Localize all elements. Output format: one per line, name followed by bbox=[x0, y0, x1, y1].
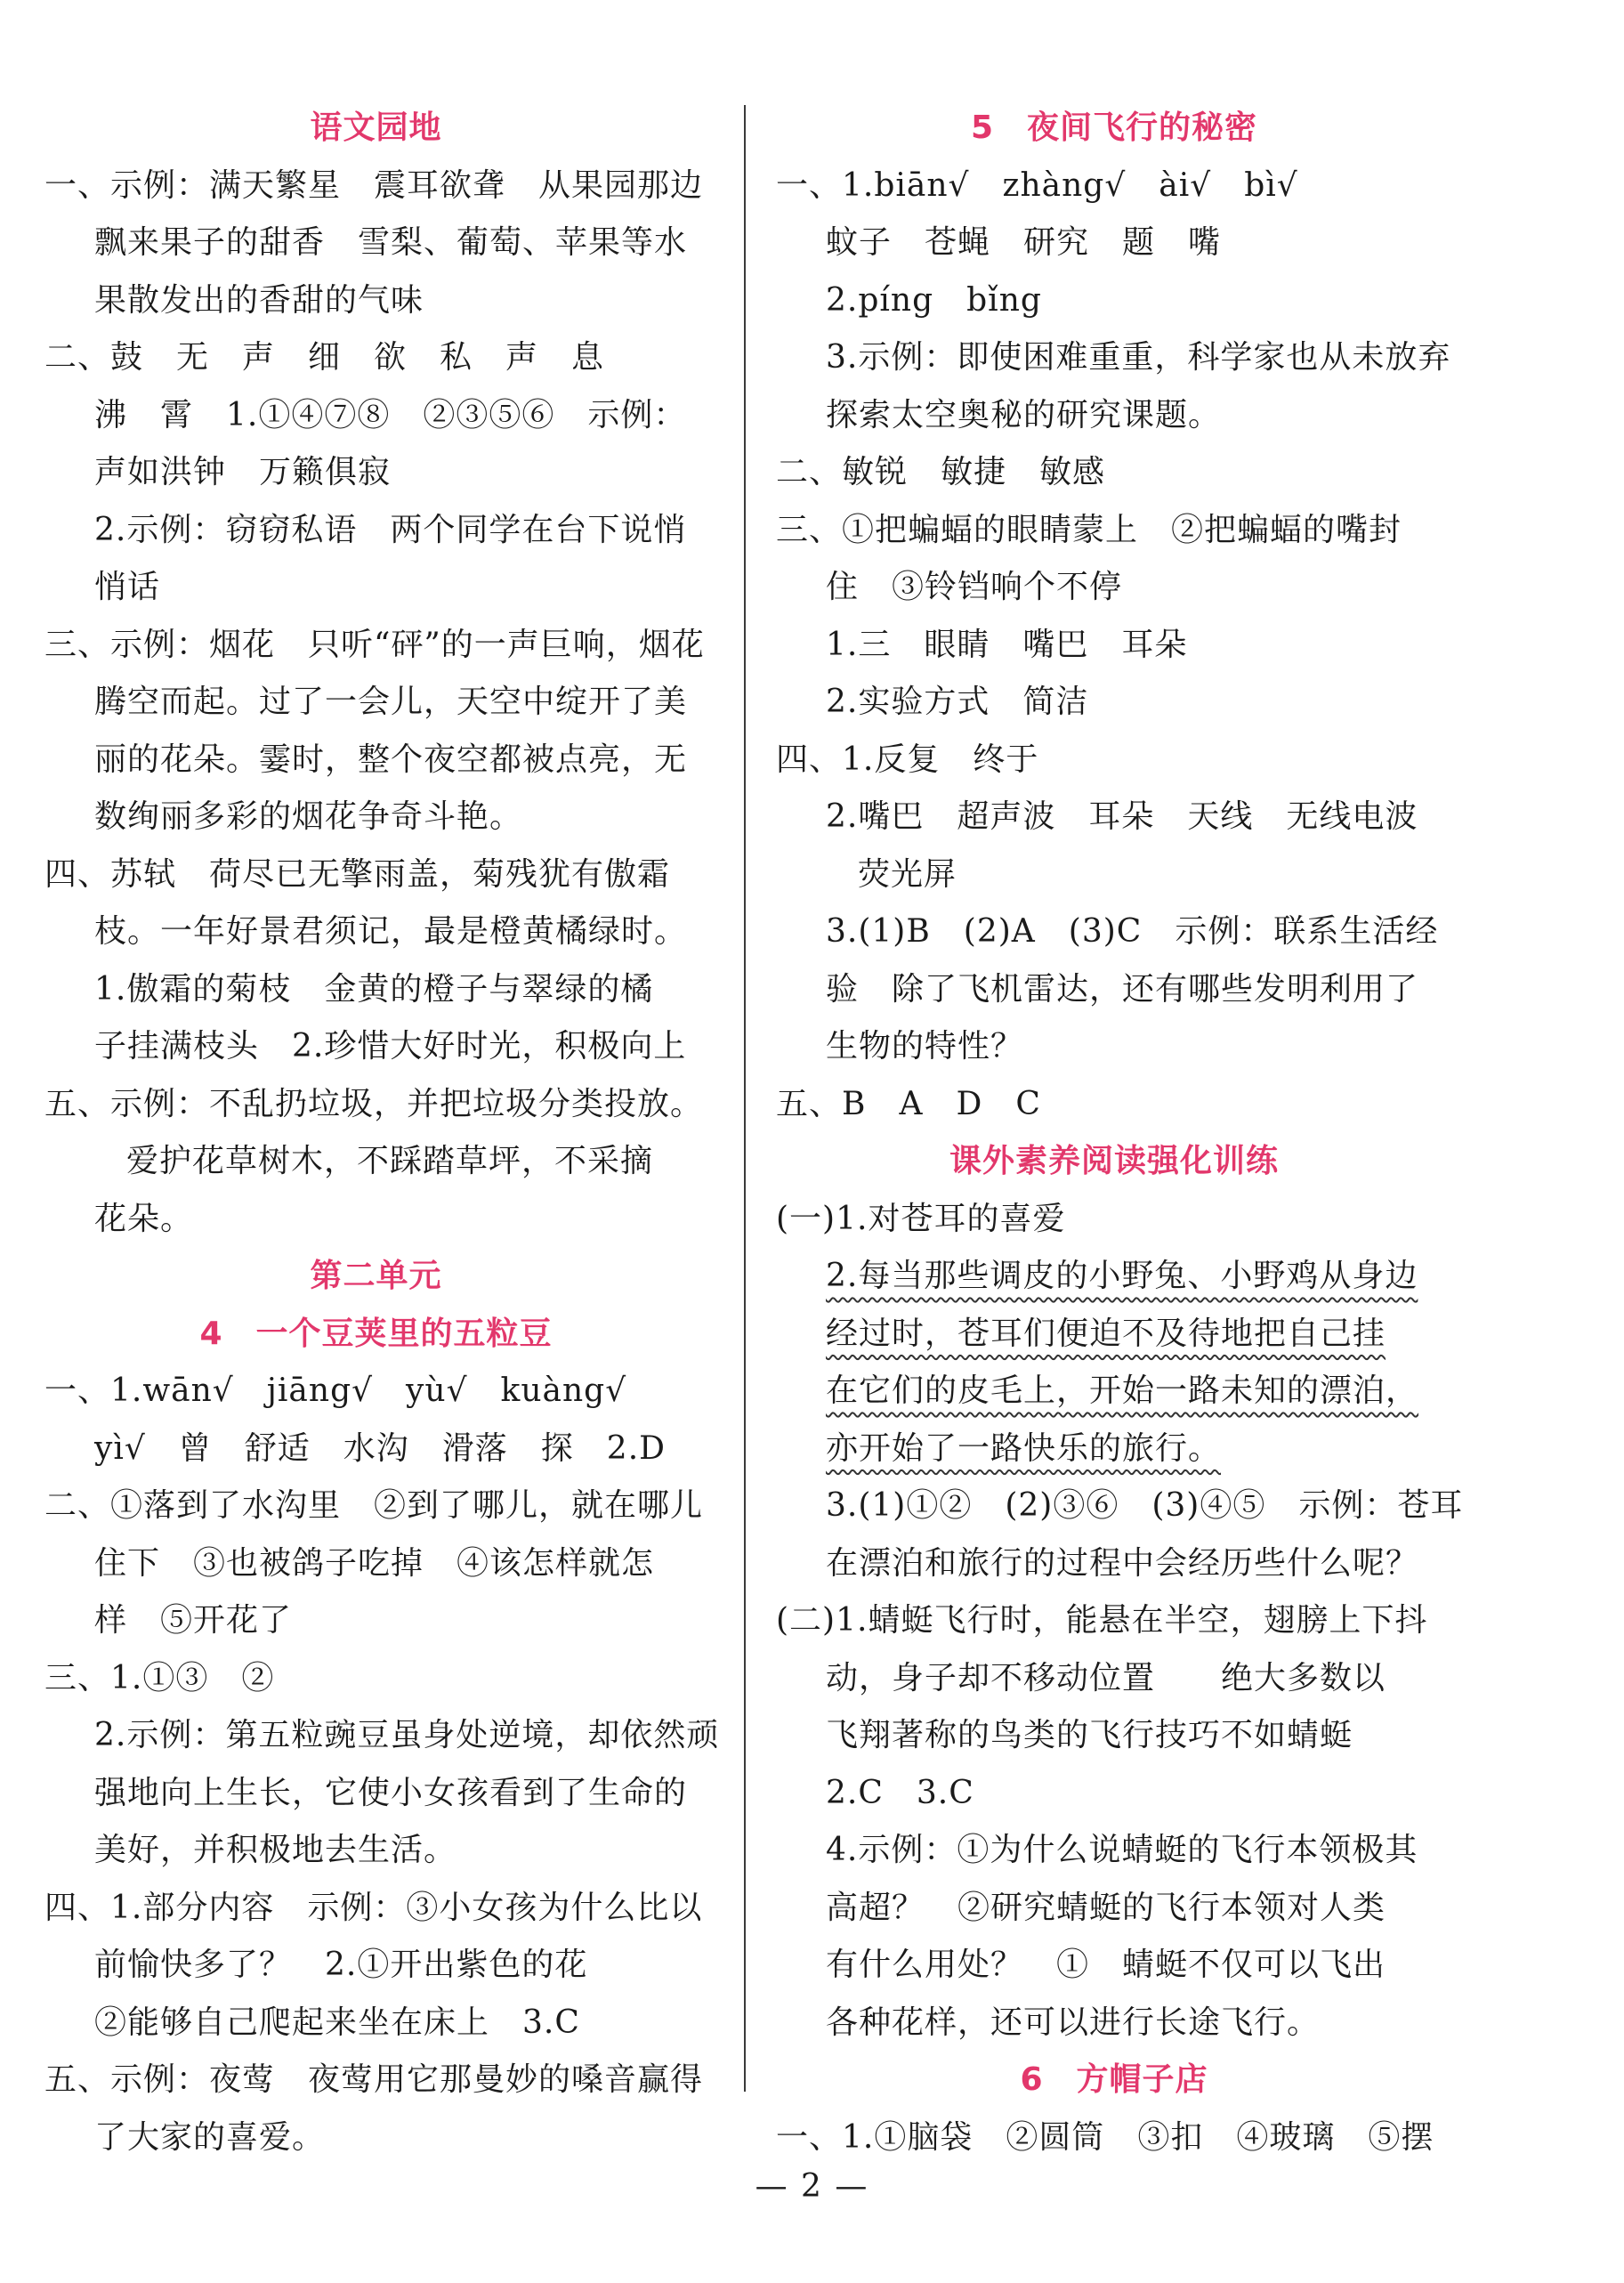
answer-line: 飞翔著称的鸟类的飞行技巧不如蜻蜓 bbox=[826, 1717, 1353, 1753]
answer-line bbox=[776, 1248, 1452, 1306]
answer-line: 三、①把蝙蝠的眼睛蒙上 ②把蝙蝠的嘴封 bbox=[776, 511, 1402, 548]
answer-line: ②能够自己爬起来坐在床上 3.C bbox=[94, 2004, 580, 2041]
answer-line: 三、1.①③ ② bbox=[44, 1659, 275, 1696]
answer-line bbox=[776, 1421, 1452, 1478]
answer-line: 丽的花朵。霎时，整个夜空都被点亮，无 bbox=[94, 741, 688, 778]
answer-line: 2.示例：窃窃私语 两个同学在台下说悄 bbox=[94, 511, 687, 548]
left-column bbox=[44, 100, 720, 2166]
answer-line: 2.píng bǐng bbox=[826, 281, 1042, 319]
answer-line: 四、1.部分内容 示例：③小女孩为什么比以 bbox=[44, 1889, 703, 1926]
lesson-title-5: 5 夜间飞行的秘密 bbox=[970, 109, 1258, 146]
section-title-yuwen-yuandi: 语文园地 bbox=[310, 109, 442, 146]
answer-line: (二)1.蜻蜓飞行时，能悬在半空，翅膀上下抖 bbox=[776, 1602, 1428, 1639]
answer-line: 五、示例：不乱扔垃圾，并把垃圾分类投放。 bbox=[44, 1085, 704, 1122]
unit-title-unit-2: 第二单元 bbox=[310, 1258, 442, 1294]
page-number: — 2 — bbox=[755, 2168, 869, 2205]
wavy-underlined-text: 在它们的皮毛上，开始一路未知的漂泊， bbox=[826, 1372, 1419, 1409]
answer-line: 高超？ ②研究蜻蜓的飞行本领对人类 bbox=[826, 1889, 1386, 1926]
answer-line: 3.(1)①② (2)③⑥ (3)④⑤ 示例：苍耳 bbox=[826, 1487, 1464, 1524]
answer-line: 沸 霄 1.①④⑦⑧ ②③⑤⑥ 示例： bbox=[94, 396, 687, 433]
answer-line: 声如洪钟 万籁俱寂 bbox=[94, 454, 392, 490]
answer-line: 数绚丽多彩的烟花争奇斗艳。 bbox=[94, 798, 523, 835]
answer-line: 2.C 3.C bbox=[826, 1774, 974, 1811]
answer-line: 2.实验方式 简洁 bbox=[826, 684, 1089, 720]
wavy-underlined-text: 经过时，苍耳们便迫不及待地把自己挂 bbox=[826, 1315, 1386, 1352]
answer-line: 悄话 bbox=[94, 569, 161, 605]
answer-line: 探索太空奥秘的研究课题。 bbox=[826, 396, 1222, 433]
answer-line: 荧光屏 bbox=[858, 855, 957, 893]
answer-line: 有什么用处？ ① 蜻蜓不仅可以飞出 bbox=[826, 1947, 1386, 1983]
answer-line: 四、1.反复 终于 bbox=[776, 741, 1039, 778]
answer-line: 4.示例：①为什么说蜻蜓的飞行本领极其 bbox=[826, 1832, 1418, 1868]
answer-line: 一、1.wān√ jiāng√ yù√ kuàng√ bbox=[44, 1372, 627, 1409]
answer-line: 一、1.biān√ zhàng√ ài√ bì√ bbox=[776, 166, 1298, 204]
answer-line: 动，身子却不移动位置 绝大多数以 bbox=[826, 1659, 1386, 1696]
answer-line: 3.(1)B (2)A (3)C 示例：联系生活经 bbox=[826, 913, 1439, 950]
answer-line: 蚊子 苍蝇 研究 题 嘴 bbox=[826, 224, 1222, 261]
answer-line: 在漂泊和旅行的过程中会经历些什么呢？ bbox=[826, 1544, 1419, 1582]
answer-line: 生物的特性？ bbox=[826, 1028, 1024, 1065]
answer-line: 一、示例：满天繁星 震耳欲聋 从果园那边 bbox=[44, 166, 704, 204]
answer-line: 爱护花草树木，不踩踏草坪，不采摘 bbox=[126, 1143, 654, 1179]
answer-line: yì√ 曾 舒适 水沟 滑落 探 2.D bbox=[94, 1429, 667, 1467]
answer-line: 三、示例：烟花 只听“砰”的一声巨响，烟花 bbox=[44, 626, 705, 663]
answer-line: 1.三 眼睛 嘴巴 耳朵 bbox=[826, 626, 1188, 663]
answer-line: 五、示例：夜莺 夜莺用它那曼妙的嗓音赢得 bbox=[44, 2061, 704, 2098]
answer-line: 腾空而起。过了一会儿，天空中绽开了美 bbox=[94, 684, 688, 720]
column-divider bbox=[744, 105, 746, 2092]
answer-line: 枝。一年好景君须记，最是橙黄橘绿时。 bbox=[94, 913, 688, 950]
answer-line: 验 除了飞机雷达，还有哪些发明利用了 bbox=[826, 970, 1419, 1008]
lesson-title-4: 4 一个豆荚里的五粒豆 bbox=[199, 1315, 553, 1352]
right-column bbox=[776, 100, 1464, 2166]
answer-line bbox=[776, 1363, 1452, 1421]
answer-line: 飘来果子的甜香 雪梨、葡萄、苹果等水 bbox=[94, 224, 688, 261]
answer-line: 四、苏轼 荷尽已无擎雨盖，菊残犹有傲霜 bbox=[44, 855, 671, 893]
answer-line: 3.示例：即使困难重重，科学家也从未放弃 bbox=[826, 339, 1451, 376]
answer-line: 一、1.①脑袋 ②圆筒 ③扣 ④玻璃 ⑤摆 bbox=[776, 2118, 1434, 2156]
answer-line: 住下 ③也被鸽子吃掉 ④该怎样就怎 bbox=[94, 1544, 655, 1582]
answer-line: 果散发出的香甜的气味 bbox=[94, 281, 424, 319]
answer-line: 二、鼓 无 声 细 欲 私 声 息 bbox=[44, 339, 605, 376]
answer-line: 了大家的喜爱。 bbox=[94, 2118, 326, 2156]
answer-line: 各种花样，还可以进行长途飞行。 bbox=[826, 2004, 1321, 2041]
answer-line: 二、①落到了水沟里 ②到了哪儿，就在哪儿 bbox=[44, 1487, 704, 1524]
answer-line: 住 ③铃铛响个不停 bbox=[826, 569, 1123, 605]
lesson-title-6: 6 方帽子店 bbox=[1020, 2061, 1208, 2098]
section-title-extracurricular-reading: 课外素养阅读强化训练 bbox=[949, 1143, 1279, 1179]
answer-line: 五、B A D C bbox=[776, 1085, 1041, 1122]
wavy-underlined-text: 亦开始了一路快乐的旅行。 bbox=[826, 1429, 1222, 1467]
answer-line: 2.示例：第五粒豌豆虽身处逆境，却依然顽 bbox=[94, 1717, 720, 1753]
answer-line: 美好，并积极地去生活。 bbox=[94, 1832, 457, 1868]
answer-line: (一)1.对苍耳的喜爱 bbox=[776, 1200, 1066, 1237]
wavy-underlined-text: 2.每当那些调皮的小野兔、小野鸡从身边 bbox=[826, 1258, 1418, 1294]
answer-line: 强地向上生长，它使小女孩看到了生命的 bbox=[94, 1774, 688, 1811]
answer-line: 子挂满枝头 2.珍惜大好时光，积极向上 bbox=[94, 1028, 687, 1065]
answer-line: 2.嘴巴 超声波 耳朵 天线 无线电波 bbox=[826, 798, 1418, 835]
answer-line: 前愉快多了？ 2.①开出紫色的花 bbox=[94, 1947, 588, 1983]
answer-line: 样 ⑤开花了 bbox=[94, 1602, 293, 1639]
answer-line: 1.傲霜的菊枝 金黄的橙子与翠绿的橘 bbox=[94, 970, 654, 1008]
answer-line: 花朵。 bbox=[94, 1200, 194, 1237]
answer-line: 二、敏锐 敏捷 敏感 bbox=[776, 454, 1106, 490]
answer-line bbox=[776, 1306, 1452, 1364]
